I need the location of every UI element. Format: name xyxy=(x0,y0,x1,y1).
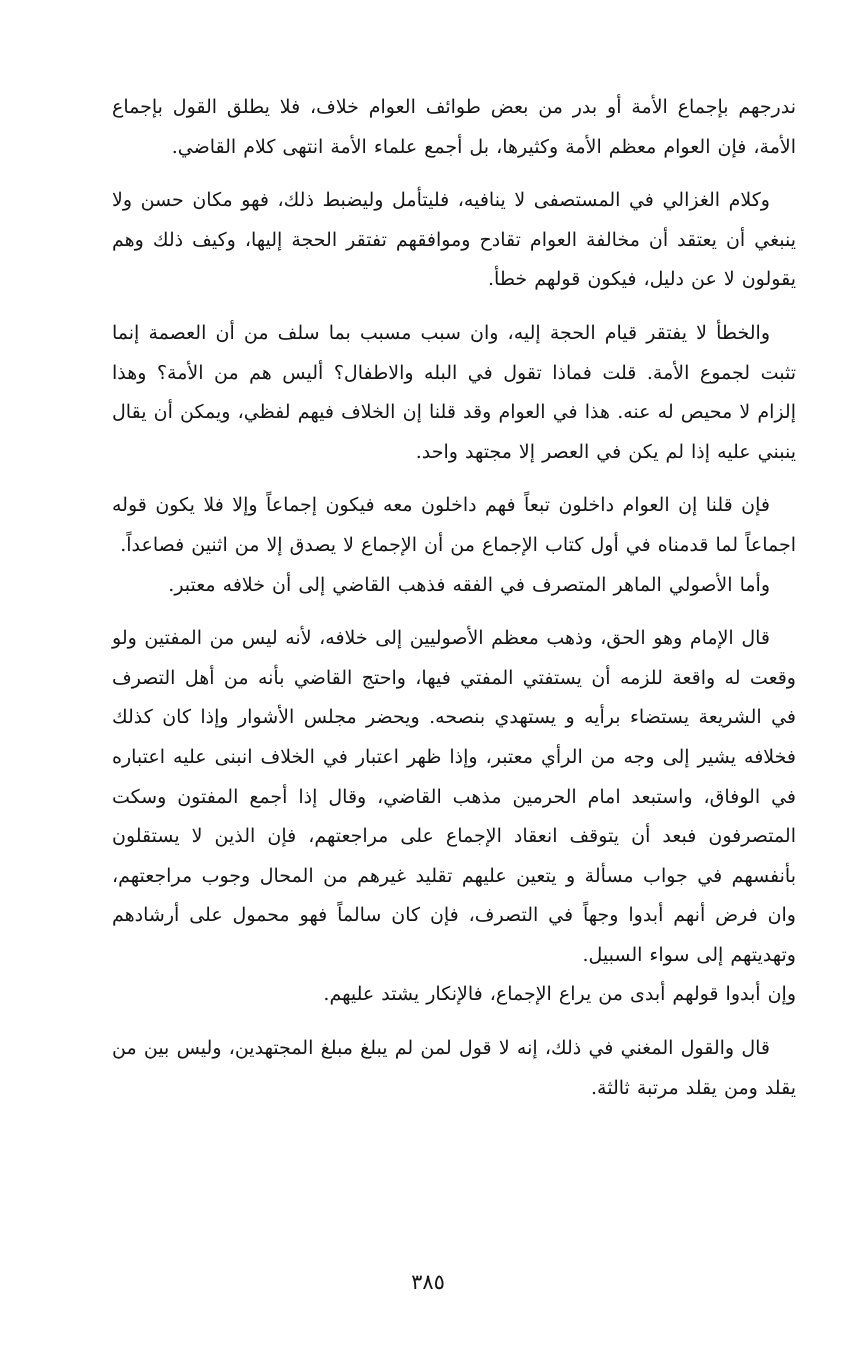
body-text xyxy=(112,88,796,1108)
paragraph-4: فإن قلنا إن العوام داخلون تبعاً فهم داخلون معه فيكون إجماعاً وإلا فلا يكون قوله اجماعاً لما قدمناه في أول كتاب الإجماع من أن الإجماع لا يصدق إلا من اثنين فصاعداً. xyxy=(112,494,796,556)
paragraph-5: وأما الأصولي الماهر المتصرف في الفقه فذهب القاضي إلى أن خلافه معتبر. xyxy=(168,573,770,596)
page-number: ٣٨٥ xyxy=(411,1270,445,1294)
paragraph-8: قال والقول المغني في ذلك، إنه لا قول لمن لم يبلغ مبلغ المجتهدين، وليس بين من يقلد ومن يقلد مرتبة ثالثة. xyxy=(112,1037,796,1099)
paragraph-7: وإن أبدوا قولهم أبدى من يراع الإجماع، فالإنكار يشتد عليهم. xyxy=(323,983,796,1006)
paragraph-1: ندرجهم بإجماع الأمة أو بدر من بعض طوائف العوام خلاف، فلا يطلق القول بإجماع الأمة، فإن العوام معظم الأمة وكثيرها، بل أجمع علماء الأمة انتهى كلام القاضي. xyxy=(112,96,796,158)
paragraph-3: والخطأ لا يفتقر قيام الحجة إليه، وان سبب مسبب بما سلف من أن العصمة إنما تثبت لجموع الأمة. قلت فماذا تقول في البله والاطفال؟ أليس هم من الأمة؟ وهذا إلزام لا محيص له عنه. هذا في العوام وقد قلنا إن الخلاف فيهم لفظي، ويمكن أن يقال ينبني عليه إذا لم يكن في العصر إلا مجتهد واحد. xyxy=(112,321,796,463)
paragraph-2: وكلام الغزالي في المستصفى لا ينافيه، فليتأمل وليضبط ذلك، فهو مكان حسن ولا ينبغي أن يعتقد أن مخالفة العوام تقادح وموافقهم تفتقر الحجة إليها، وكيف ذلك وهم يقولون لا عن دليل، فيكون قولهم خطأ. xyxy=(112,189,796,291)
paragraph-6: قال الإمام وهو الحق، وذهب معظم الأصوليين إلى خلافه، لأنه ليس من المفتين ولو وقعت له واقعة للزمه أن يستفتي المفتي فيها، واحتج القاضي بأنه من أهل التصرف في الشريعة يستضاء برأيه و يستهدي بنصحه. ويحضر مجلس الأشوار وإذا كان كذلك فخلافه يشير إلى وجه من الرأي معتبر، وإذا ظهر اعتبار في الخلاف انبنى عليه اعتباره في الوفاق، واستبعد امام الحرمين مذهب القاضي، وقال إذا أجمع المفتون وسكت المتصرفون فبعد أن يتوقف انعقاد الإجماع على مراجعتهم، فإن الذين لا يستقلون بأنفسهم في جواب مسألة و يتعين عليهم تقليد غيرهم من المحال وجوب مراجعتهم، وان فرض أنهم أبدوا وجهاً في التصرف، فإن كان سالماً فهو محمول على أرشادهم وتهديتهم إلى سواء السبيل. xyxy=(112,627,796,966)
